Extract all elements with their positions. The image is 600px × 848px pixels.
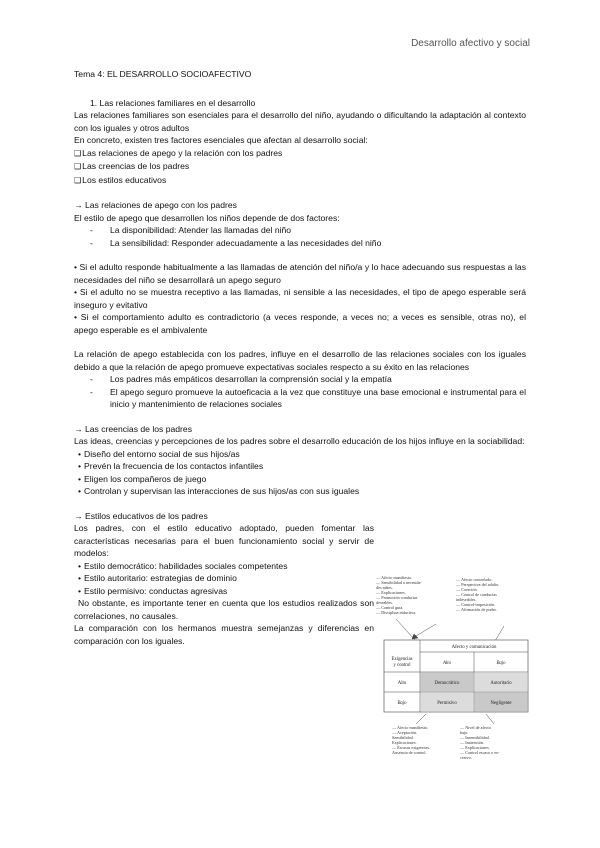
bullet-list-item: • Prevén la frecuencia de los contactos infantiles (74, 460, 526, 473)
table-cell-autoritario: Autoritario (490, 681, 512, 686)
paragraph: Las relaciones familiares son esenciales para el desarrollo del niño, ayudando o dificultando la adaptación al contexto con los iguales y otros adultos (74, 110, 526, 133)
table-col-alto: Alto (443, 661, 451, 666)
dash-list-item: - La disponibilidad: Atender las llamadas del niño (74, 224, 526, 237)
figure-top-left-text: — Afecto manifiesto. — Sensibilidad a necesida- des niños. — Explicaciones. — Promoción conductas deseables. — Control guía. — Disciplina inductiva. (376, 575, 422, 615)
figure-arrow-left (416, 624, 436, 636)
bullet-list-item: • Diseño del entorno social de sus hijos/as (74, 448, 526, 461)
paragraph: • Si el comportamiento adulto es contradictorio (a veces responde, a veces no; a veces es sensible, otras no), el apego esperable es el ambivalente (74, 312, 526, 335)
section-heading: 1. Las relaciones familiares en el desarrollo (90, 97, 256, 108)
checkbox-list-item: ❑ Los estilos educativos (74, 174, 526, 188)
subsection-heading: → Las creencias de los padres (74, 423, 192, 434)
figure-arrow-bottom-left (416, 714, 426, 724)
bullet-list-item: • Eligen los compañeros de juego (74, 473, 526, 486)
subsection-heading: → Estilos educativos de los padres (74, 510, 208, 521)
table-col-bajo: Bajo (496, 661, 506, 666)
table-header-exigencias: Exigencias (391, 657, 413, 662)
figure-arrow-bottom-right (486, 714, 494, 724)
bullet-list-item: • Estilo permisivo: conductas agresivas (74, 585, 374, 598)
table-header-afecto: Afecto y comunicación (451, 645, 497, 650)
checkbox-list-item: ❑ Las relaciones de apego y la relación con los padres (74, 147, 526, 161)
estilos-column (74, 510, 374, 648)
paragraph: Los padres, con el estilo educativo adoptado, pueden fomentar las características necesarias para el buen funcionamiento social y servir de modelos: (74, 523, 374, 558)
paragraph: La comparación con los hermanos muestra semejanzas y diferencias en comparación con los iguales. (74, 623, 374, 646)
table-row-alto: Alto (397, 681, 407, 686)
page-header: Desarrollo afectivo y social (411, 38, 530, 49)
dash-list-item: - La sensibilidad: Responder adecuadamente a las necesidades del niño (74, 237, 526, 250)
checkbox-list-item: ❑ Las creencias de los padres (74, 160, 526, 174)
paragraph: • Si el adulto no se muestra receptivo a las llamadas, ni sensible a las necesidades, el tipo de apego esperable será inseguro y evitativo (74, 287, 526, 310)
bullet-list-item: • Estilo democrático: habilidades sociales competentes (74, 560, 374, 573)
paragraph: • Si el adulto responde habitualmente a las llamadas de atención del niño/a y lo hace adecuando sus respuestas a las necesidades del niño se desarrollará un apego seguro (74, 262, 526, 285)
figure-bottom-left-text: — Afecto manifiesto. — Aceptación. Sensibilidad. Explicaciones. — Escasas exigencias. Ausencia de control. (392, 725, 431, 755)
table-cell-permisivo: Permisivo (437, 701, 457, 706)
dash-list-item: - Los padres más empáticos desarrollan la comprensión social y la empatía (74, 373, 526, 386)
table-cell-negligente: Negligente (490, 701, 512, 706)
table-cell-democratico: Democrático (434, 681, 460, 686)
document-body (74, 68, 526, 647)
paragraph: No obstante, es importante tener en cuenta que los estudios realizados son correlaciones, no causales. (74, 598, 374, 621)
subsection-heading: → Las relaciones de apego con los padres (74, 200, 237, 210)
parenting-styles-table (384, 640, 528, 712)
parenting-styles-figure (376, 574, 530, 774)
doc-title: Tema 4: EL DESARROLLO SOCIOAFECTIVO (74, 69, 252, 79)
bullet-list-item: • Controlan y supervisan las interacciones de sus hijos/as con sus iguales (74, 485, 526, 498)
figure-bottom-right-text: — Nivel de afecto bajo. — Insensibilidad. — Inatención. — Explicaciones. — Control escaso o ex- cesivo. (460, 725, 500, 760)
paragraph: El estilo de apego que desarrollen los niños depende de dos factores: (74, 212, 340, 223)
dash-list-item: - El apego seguro promueve la autoeficacia a la vez que constituye una base emocional e instrumental para el inicio y mantenimiento de relaciones sociales (74, 386, 526, 411)
figure-top-right-text: — Afecto controlado. — Perspectiva del adulto. — Coerción. — Control de conductas indeseables. — Control-imposición. — Afirmación de poder. (456, 577, 500, 612)
table-header-exigencias-2: y control (393, 663, 411, 668)
table-row-bajo: Bajo (397, 701, 407, 706)
paragraph: Las ideas, creencias y percepciones de los padres sobre el desarrollo educación de los hijos influye en la sociabilidad: (74, 436, 525, 446)
paragraph: En concreto, existen tres factores esenciales que afectan al desarrollo social: (74, 135, 368, 145)
figure-arrowhead (412, 634, 418, 639)
bullet-list-item: • Estilo autoritario: estrategias de dominio (74, 572, 374, 585)
paragraph: La relación de apego establecida con los padres, influye en el desarrollo de las relaciones sociales con los iguales debido a que la relación de apego promueve expectativas sociales respecto a su éxito en las relaciones (74, 349, 526, 372)
